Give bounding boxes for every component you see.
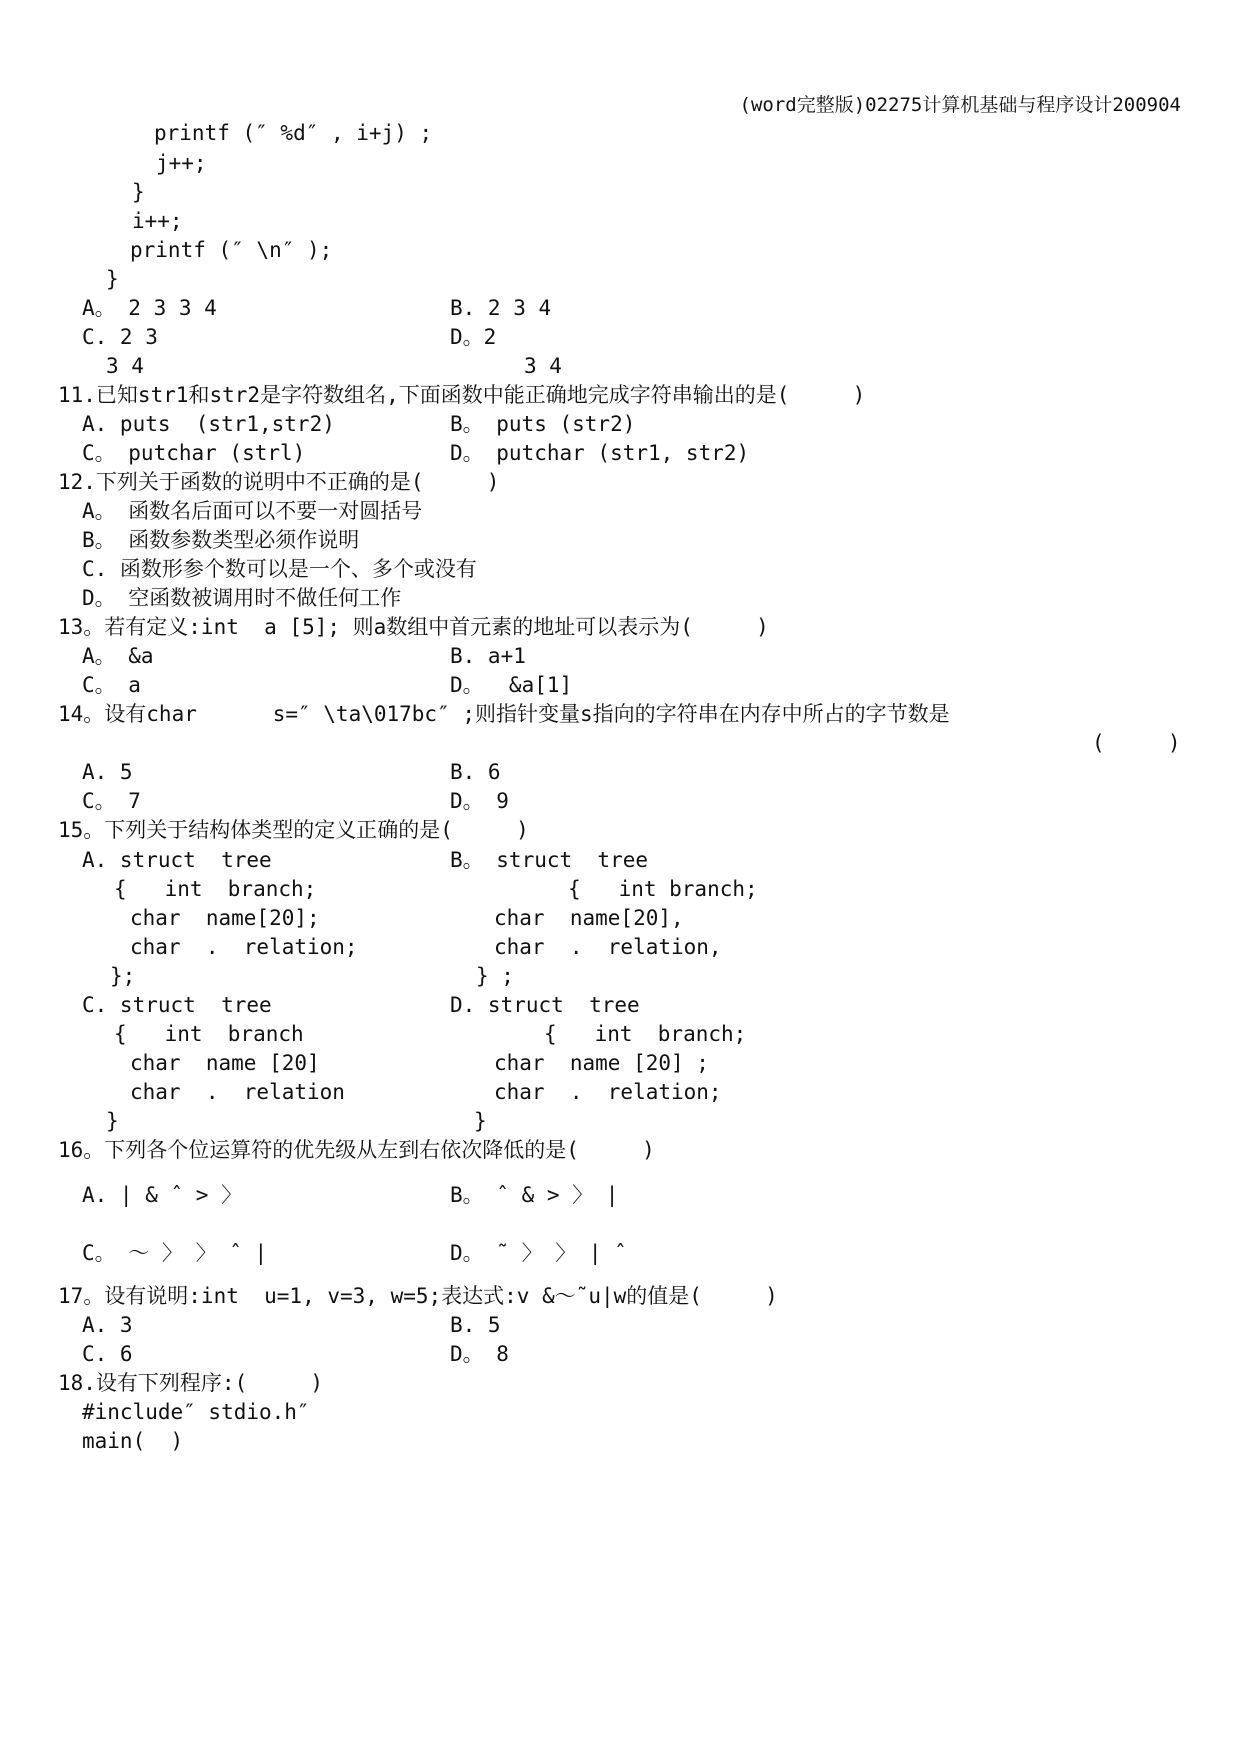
q13-option-a: A。 &a — [82, 644, 154, 668]
q15-option-c-line: { int branch — [114, 1022, 304, 1046]
q10-option-d: D。2 — [450, 325, 497, 349]
q15-option-d-line: D. struct tree — [450, 993, 640, 1017]
q10-option-c-line2: 3 4 — [106, 354, 144, 378]
q12-option-d: D。 空函数被调用时不做任何工作 — [82, 586, 402, 610]
q17-option-b: B. 5 — [450, 1313, 501, 1337]
q12-option-c: C. 函数形参个数可以是一个、多个或没有 — [82, 557, 477, 581]
q15-option-a-line: A. struct tree — [82, 848, 272, 872]
q17-option-d: D。 8 — [450, 1342, 509, 1366]
q10-option-a: A。 2 3 3 4 — [82, 296, 217, 320]
code-line: } — [132, 180, 145, 204]
q15-option-a-line: }; — [110, 964, 136, 988]
q15-option-d-line: char name [20] ; — [494, 1051, 709, 1075]
q13-option-c: C。 a — [82, 673, 141, 697]
q12-option-a: A。 函数名后面可以不要一对圆括号 — [82, 499, 423, 523]
q13-option-d: D。 &a[1] — [450, 673, 573, 697]
q10-option-d-line2: 3 4 — [524, 354, 562, 378]
q18-stem: 18.设有下列程序:( ) — [58, 1371, 324, 1395]
page-header: (word完整版)02275计算机基础与程序设计200904 — [739, 94, 1181, 116]
q14-stem: 14。设有char s=″ \ta\017bc″ ;则指针变量s指向的字符串在内存中所占的字节数是 — [58, 702, 950, 726]
q14-answer-paren: ( ) — [1092, 731, 1181, 755]
q11-stem: 11.已知str1和str2是字符数组名,下面函数中能正确地完成字符串输出的是( ) — [58, 383, 866, 407]
q15-option-a-line: { int branch; — [114, 877, 317, 901]
q13-stem: 13。若有定义:int a [5]; 则a数组中首元素的地址可以表示为( ) — [58, 615, 769, 639]
q18-code-line: #include″ stdio.h″ — [82, 1400, 310, 1424]
q12-stem: 12.下列关于函数的说明中不正确的是( ) — [58, 470, 500, 494]
q16-option-c: C。 ～ 〉 〉 ˆ | — [82, 1241, 268, 1265]
code-line: printf (″ \n″ ); — [130, 238, 333, 262]
q11-option-d: D。 putchar (str1, str2) — [450, 441, 750, 465]
q16-stem: 16。下列各个位运算符的优先级从左到右依次降低的是( ) — [58, 1138, 655, 1162]
q15-option-c-line: } — [106, 1109, 119, 1133]
q14-option-d: D。 9 — [450, 789, 509, 813]
q15-option-c-line: C. struct tree — [82, 993, 272, 1017]
code-line: printf (″ %d″ , i+j) ; — [154, 121, 433, 145]
q16-option-d: D。 ˜ 〉 〉 | ˆ — [450, 1241, 627, 1265]
q15-option-b-line: } ; — [476, 964, 514, 988]
q15-option-b-line: char name[20], — [494, 906, 684, 930]
code-line: } — [106, 267, 119, 291]
q18-code-line: main( ) — [82, 1429, 184, 1453]
q15-option-b-line: char . relation, — [494, 935, 722, 959]
q15-option-c-line: char . relation — [130, 1080, 345, 1104]
q11-option-c: C。 putchar (strl) — [82, 441, 306, 465]
code-line: j++; — [156, 151, 207, 175]
q14-option-c: C。 7 — [82, 789, 141, 813]
q11-option-b: B。 puts (str2) — [450, 412, 636, 436]
q15-option-d-line: { int branch; — [544, 1022, 747, 1046]
q14-option-b: B. 6 — [450, 760, 501, 784]
q10-option-c: C. 2 3 — [82, 325, 158, 349]
q15-stem: 15。下列关于结构体类型的定义正确的是( ) — [58, 818, 529, 842]
q15-option-d-line: } — [474, 1109, 487, 1133]
q17-stem: 17。设有说明:int u=1, v=3, w=5;表达式:v &～˜u|w的值是( ) — [58, 1284, 778, 1308]
q15-option-c-line: char name [20] — [130, 1051, 320, 1075]
q10-option-b: B. 2 3 4 — [450, 296, 552, 320]
q12-option-b: B。 函数参数类型必须作说明 — [82, 528, 360, 552]
q15-option-b-line: B。 struct tree — [450, 848, 649, 872]
q11-option-a: A. puts (str1,str2) — [82, 412, 335, 436]
q15-option-b-line: { int branch; — [568, 877, 758, 901]
q15-option-a-line: char . relation; — [130, 935, 358, 959]
q15-option-a-line: char name[20]; — [130, 906, 320, 930]
q17-option-a: A. 3 — [82, 1313, 133, 1337]
q16-option-a: A. | & ˆ > 〉 — [82, 1183, 243, 1207]
q15-option-d-line: char . relation; — [494, 1080, 722, 1104]
q17-option-c: C. 6 — [82, 1342, 133, 1366]
q13-option-b: B. a+1 — [450, 644, 526, 668]
q14-option-a: A. 5 — [82, 760, 133, 784]
q16-option-b: B。 ˆ & > 〉 | — [450, 1183, 619, 1207]
code-line: i++; — [132, 209, 183, 233]
